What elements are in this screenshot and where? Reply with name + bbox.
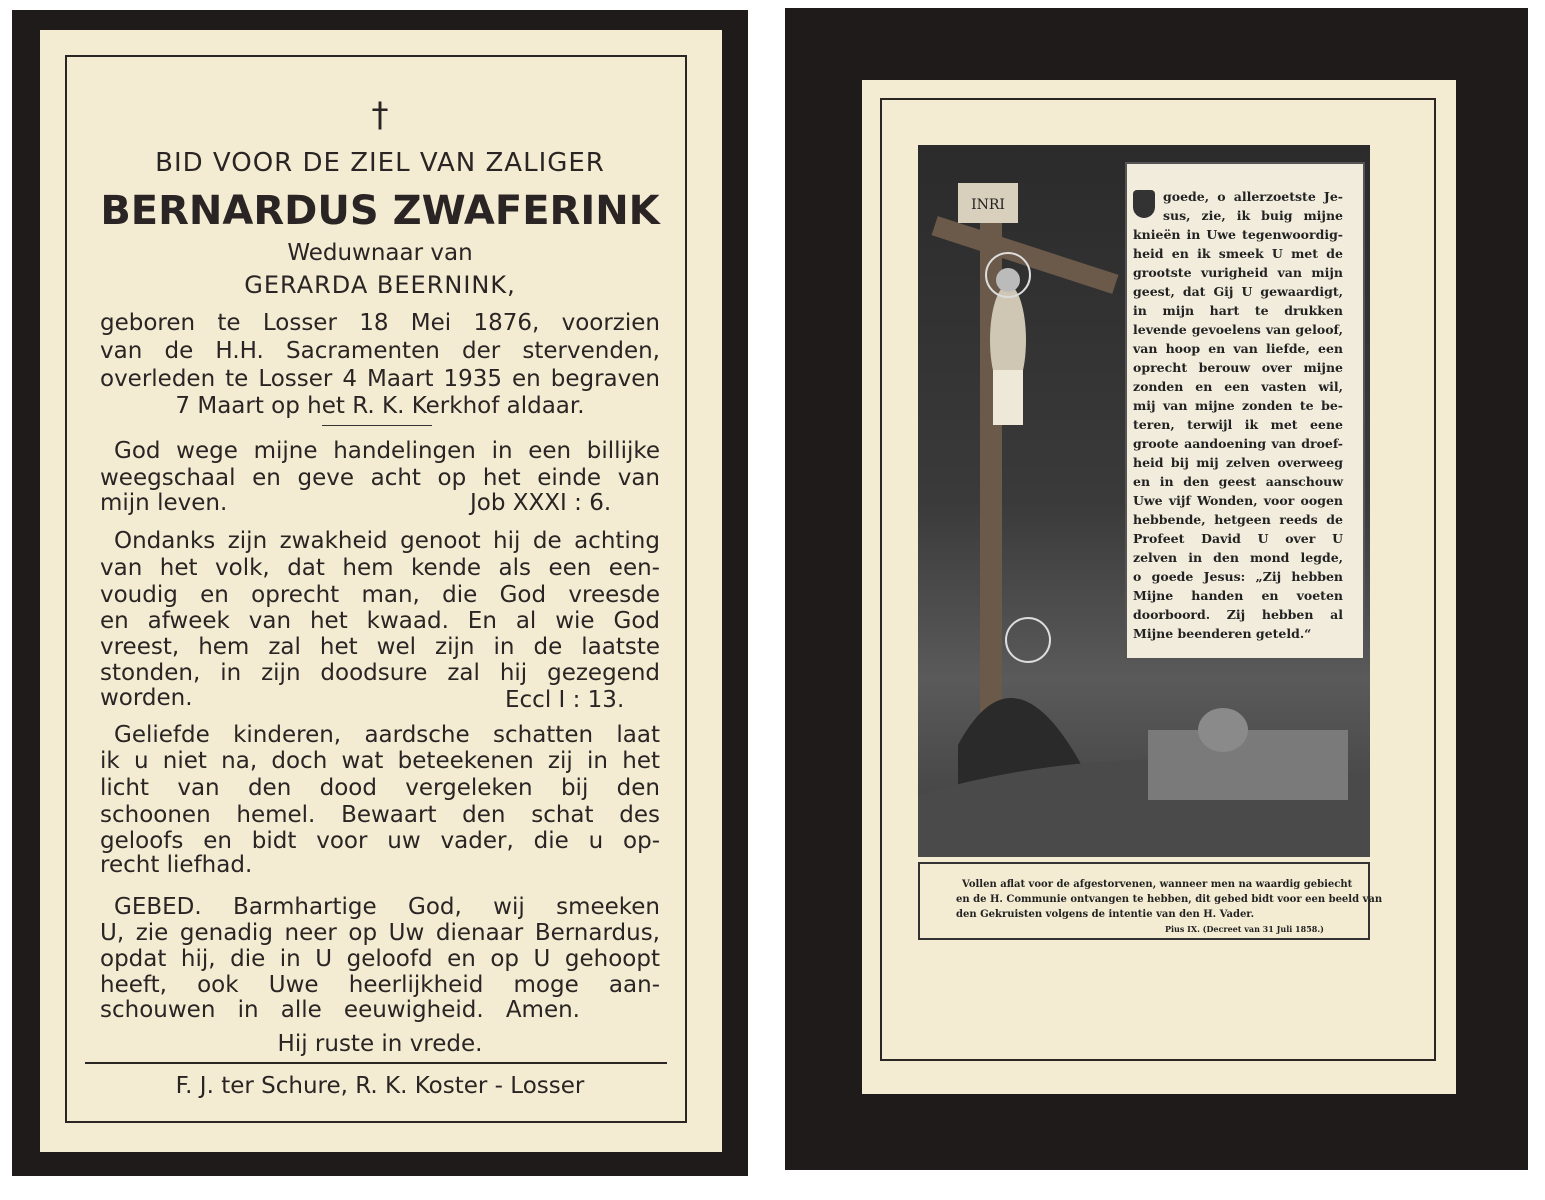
scroll-prayer-line: goede, o allerzoetste Je- [1163, 189, 1343, 204]
verse-line: Geliefde kinderen, aardsche schatten laat [114, 722, 660, 748]
verse-line: schoonen hemel. Bewaart den schat des [100, 802, 660, 828]
divider [322, 425, 432, 426]
relation: Weduwnaar van [287, 240, 473, 266]
scroll-prayer-line: knieën in Uwe tegenwoordig- [1133, 227, 1343, 242]
scroll-prayer-line: zonden en een vasten wil, [1133, 379, 1343, 394]
scroll-prayer-line: geest, dat Gij U gewaardigt, [1133, 284, 1343, 299]
bio-line: geboren te Losser 18 Mei 1876, voorzien [100, 310, 660, 336]
verse-line: worden. [100, 685, 193, 711]
bio-line: overleden te Losser 4 Maart 1935 en begraven [100, 366, 660, 392]
scroll-prayer-line: in mijn hart te drukken [1133, 303, 1343, 318]
scroll-prayer-line: hebbende, hetgeen reeds de [1133, 512, 1343, 527]
bio-line: 7 Maart op het R. K. Kerkhof aldaar. [175, 393, 585, 419]
scroll-prayer-line: Mijne handen en voeten [1133, 588, 1343, 603]
printer-line: F. J. ter Schure, R. K. Koster - Losser [175, 1073, 585, 1099]
indulgence-line: den Gekruisten volgens de intentie van den H. Vader. [956, 909, 1255, 920]
spouse-name: GERARDA BEERNINK, [244, 271, 516, 299]
verse-line: ik u niet na, doch wat beteekenen zij in het [100, 748, 660, 774]
verse-line: stonden, in zijn doodsure zal hij gezegend [100, 660, 660, 686]
scroll-prayer-line: grootste vurigheid van mijn [1133, 265, 1343, 280]
prayer-line: GEBED. Barmhartige God, wij smeeken [114, 894, 660, 920]
verse-line: en afweek van het kwaad. En al wie God [100, 608, 660, 634]
cross-symbol: † [371, 95, 389, 135]
verse-reference: Eccl I : 13. [505, 687, 625, 713]
verse-line: Ondanks zijn zwakheid genoot hij de achting [114, 528, 660, 554]
verse-line: God wege mijne handelingen in een billijke [114, 438, 660, 464]
heading: BID VOOR DE ZIEL VAN ZALIGER [155, 148, 605, 178]
divider [85, 1062, 667, 1064]
verse-line: vreest, hem zal het wel zijn in de laatste [100, 634, 660, 660]
ornament-icon [1133, 190, 1155, 218]
inri-plaque: INRI [971, 197, 1005, 213]
scroll-prayer-line: sus, zie, ik buig mijne [1163, 208, 1343, 223]
decree-reference: Pius IX. (Decreet van 31 Juli 1858.) [1165, 924, 1324, 934]
scroll-prayer-line: doorboord. Zij hebben al [1133, 607, 1343, 622]
prayer-line: U, zie genadig neer op Uw dienaar Bernardus, [100, 920, 660, 946]
scroll-prayer-line: heid en ik smeek U met de [1133, 246, 1343, 261]
scroll-prayer-line: van hoop en van liefde, een [1133, 341, 1343, 356]
deceased-name: BERNARDUS ZWAFERINK [100, 188, 660, 234]
verse-line: geloofs en bidt voor uw vader, die u op- [100, 828, 660, 854]
scroll-prayer-line: levende gevoelens van geloof, [1133, 322, 1343, 337]
verse-line: voudig en oprecht man, die God vreesde [100, 582, 660, 608]
scroll-prayer-line: teren, terwijl ik met eene [1133, 417, 1343, 432]
closing-line: Hij ruste in vrede. [277, 1031, 483, 1057]
scroll-prayer-line: oprecht berouw over mijne [1133, 360, 1343, 375]
scroll-prayer-line: Uwe vijf Wonden, voor oogen [1133, 493, 1343, 508]
verse-line: mijn leven. [100, 490, 228, 516]
prayer-line: schouwen in alle eeuwigheid. Amen. [100, 997, 580, 1023]
verse-line: licht van den dood vergeleken bij den [100, 775, 660, 801]
verse-line: recht liefhad. [100, 852, 253, 878]
verse-line: weegschaal en geve acht op het einde van [100, 465, 660, 491]
verse-reference: Job XXXI : 6. [470, 490, 612, 516]
prayer-line: heeft, ook Uwe heerlijkheid moge aan- [100, 972, 660, 998]
scroll-prayer-line: heid bij mij zelven overweeg [1133, 455, 1343, 470]
scroll-prayer-line: Profeet David U over U [1133, 531, 1343, 546]
scroll-prayer-line: zelven in den mond legde, [1133, 550, 1343, 565]
scroll-prayer-line: en in den geest aanschouw [1133, 474, 1343, 489]
scroll-prayer-line: o goede Jesus: „Zij hebben [1133, 569, 1343, 584]
scroll-prayer-line: groote aandoening van droef- [1133, 436, 1343, 451]
bio-line: van de H.H. Sacramenten der stervenden, [100, 338, 660, 364]
indulgence-line: en de H. Communie ontvangen te hebben, dit gebed bidt voor een beeld van [956, 894, 1383, 905]
scroll-prayer-line: Mijne beenderen geteld.“ [1133, 626, 1312, 641]
verse-line: van het volk, dat hem kende als een een- [100, 555, 660, 581]
scroll-prayer-line: mij van mijne zonden te be- [1133, 398, 1343, 413]
prayer-line: opdat hij, die in U geloofd en op U gehoopt [100, 946, 660, 972]
indulgence-line: Vollen aflat voor de afgestorvenen, wanneer men na waardig gebiecht [962, 879, 1353, 890]
